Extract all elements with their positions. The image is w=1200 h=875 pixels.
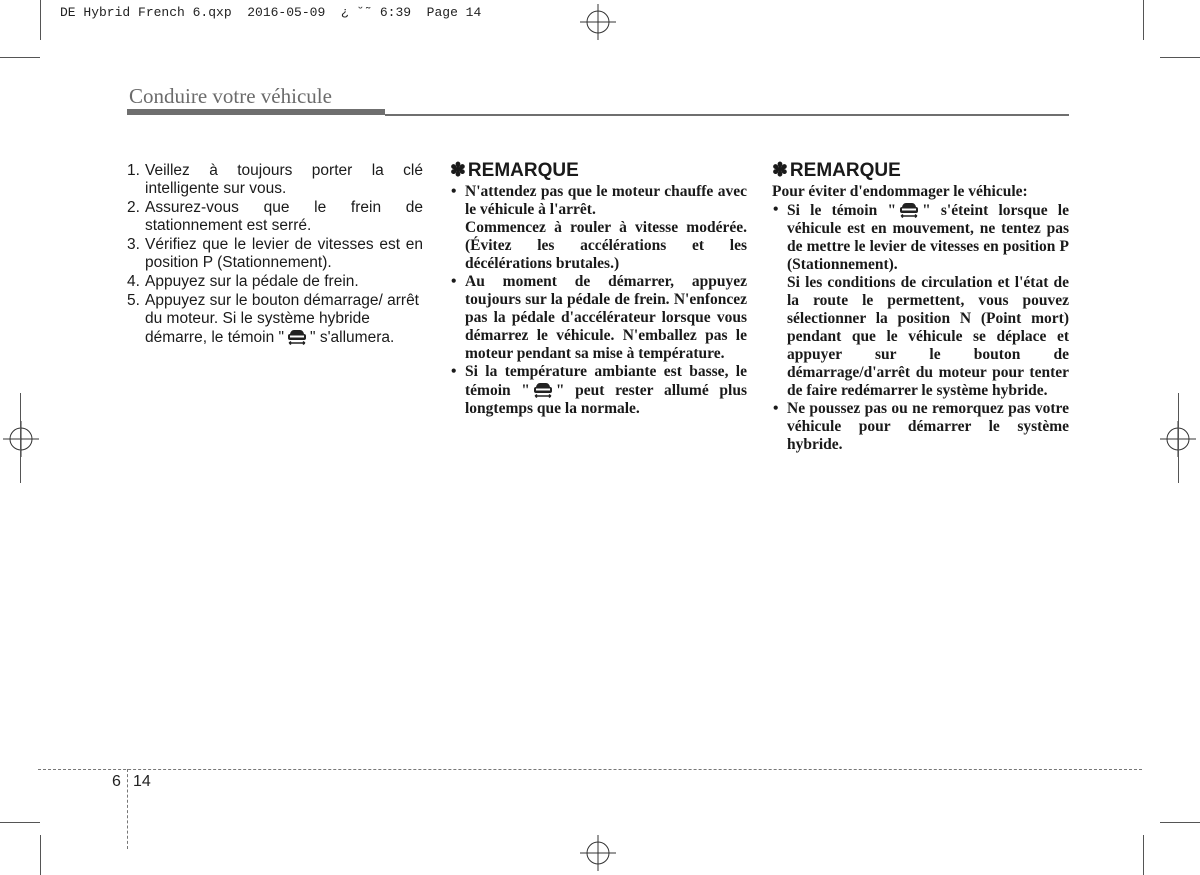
list-item: 5. Appuyez sur le bouton démarrage/ arrêt du moteur. Si le système hybride démarre, le témoin " " s'allumera. [127,292,419,346]
list-item: • N'attendez pas que le moteur chauffe avec le véhicule à l'arrêt. Commencez à rouler à vitesse modérée. (Évitez les accélérations et les décélérations brutales.) [450,183,747,273]
ready-car-icon [532,381,554,399]
section-title: Conduire votre véhicule [129,84,332,108]
crop-mark [40,0,41,40]
crop-mark [1160,57,1200,58]
crop-mark [40,835,41,875]
crop-mark [1178,393,1179,483]
asterisk-icon: ✽ [450,160,466,181]
chapter-number: 6 [112,773,121,790]
crop-mark [0,57,40,58]
asterisk-icon: ✽ [772,160,788,181]
footer-divider [127,769,128,849]
registration-mark-icon [580,4,616,40]
note-intro: Pour éviter d'endommager le véhicule: [772,183,1028,200]
print-slug: DE Hybrid French 6.qxp 2016-05-09 ¿ ˘˜ 6:39 Page 14 [60,5,482,20]
footer-rule [38,769,1142,770]
list-item: • Si la température ambiante est basse, le témoin " " peut rester allumé plus longtemps que la normale. [450,363,747,418]
note-block [450,160,747,418]
list-item: 4. Appuyez sur la pédale de frein. [127,273,359,290]
list-item: 3. Vérifiez que le levier de vitesses est en position P (Stationnement). [127,236,423,271]
crop-mark [20,393,21,483]
note-bullets [450,183,747,418]
registration-mark-icon [580,835,616,871]
page-number: 14 [133,773,151,790]
note-heading: ✽ REMARQUE [772,160,901,181]
note-block [772,160,1069,454]
crop-mark [1160,822,1200,823]
list-item: • Au moment de démarrer, appuyez toujours sur la pédale de frein. N'enfoncez pas la pédale d'accélérateur lorsque vous démarrez le véhicule. N'emballez pas le moteur pendant sa mise à température. [450,273,747,363]
start-steps-list [127,162,423,348]
crop-mark [0,822,40,823]
ready-car-icon [286,328,308,346]
note-heading: ✽ REMARQUE [450,160,579,181]
list-item: • Si le témoin " " s'éteint lorsque le véhicule est en mouvement, ne tentez pas de mettre le levier de vitesses en position P (Stationnement). Si les conditions de circulation et l'état de la route le permettent, vous pouvez sélectionner la position N (Point mort) pendant que le véhicule se déplace et appuyer sur le bouton de démarrage/d'arrêt du moteur pour tenter de faire redémarrer le système hybride. [772,201,1069,400]
crop-mark [1143,835,1144,875]
list-item: • Ne poussez pas ou ne remorquez pas votre véhicule pour démarrer le système hybride. [772,400,1069,454]
crop-mark [1143,0,1144,40]
ready-car-icon [898,201,920,219]
registration-mark-icon [3,421,39,457]
header-rule [127,109,385,115]
note-bullets [772,201,1069,454]
header-rule-thin [385,114,1069,116]
list-item: 2. Assurez-vous que le frein de stationnement est serré. [127,199,423,234]
list-item: 1. Veillez à toujours porter la clé intelligente sur vous. [127,162,423,197]
